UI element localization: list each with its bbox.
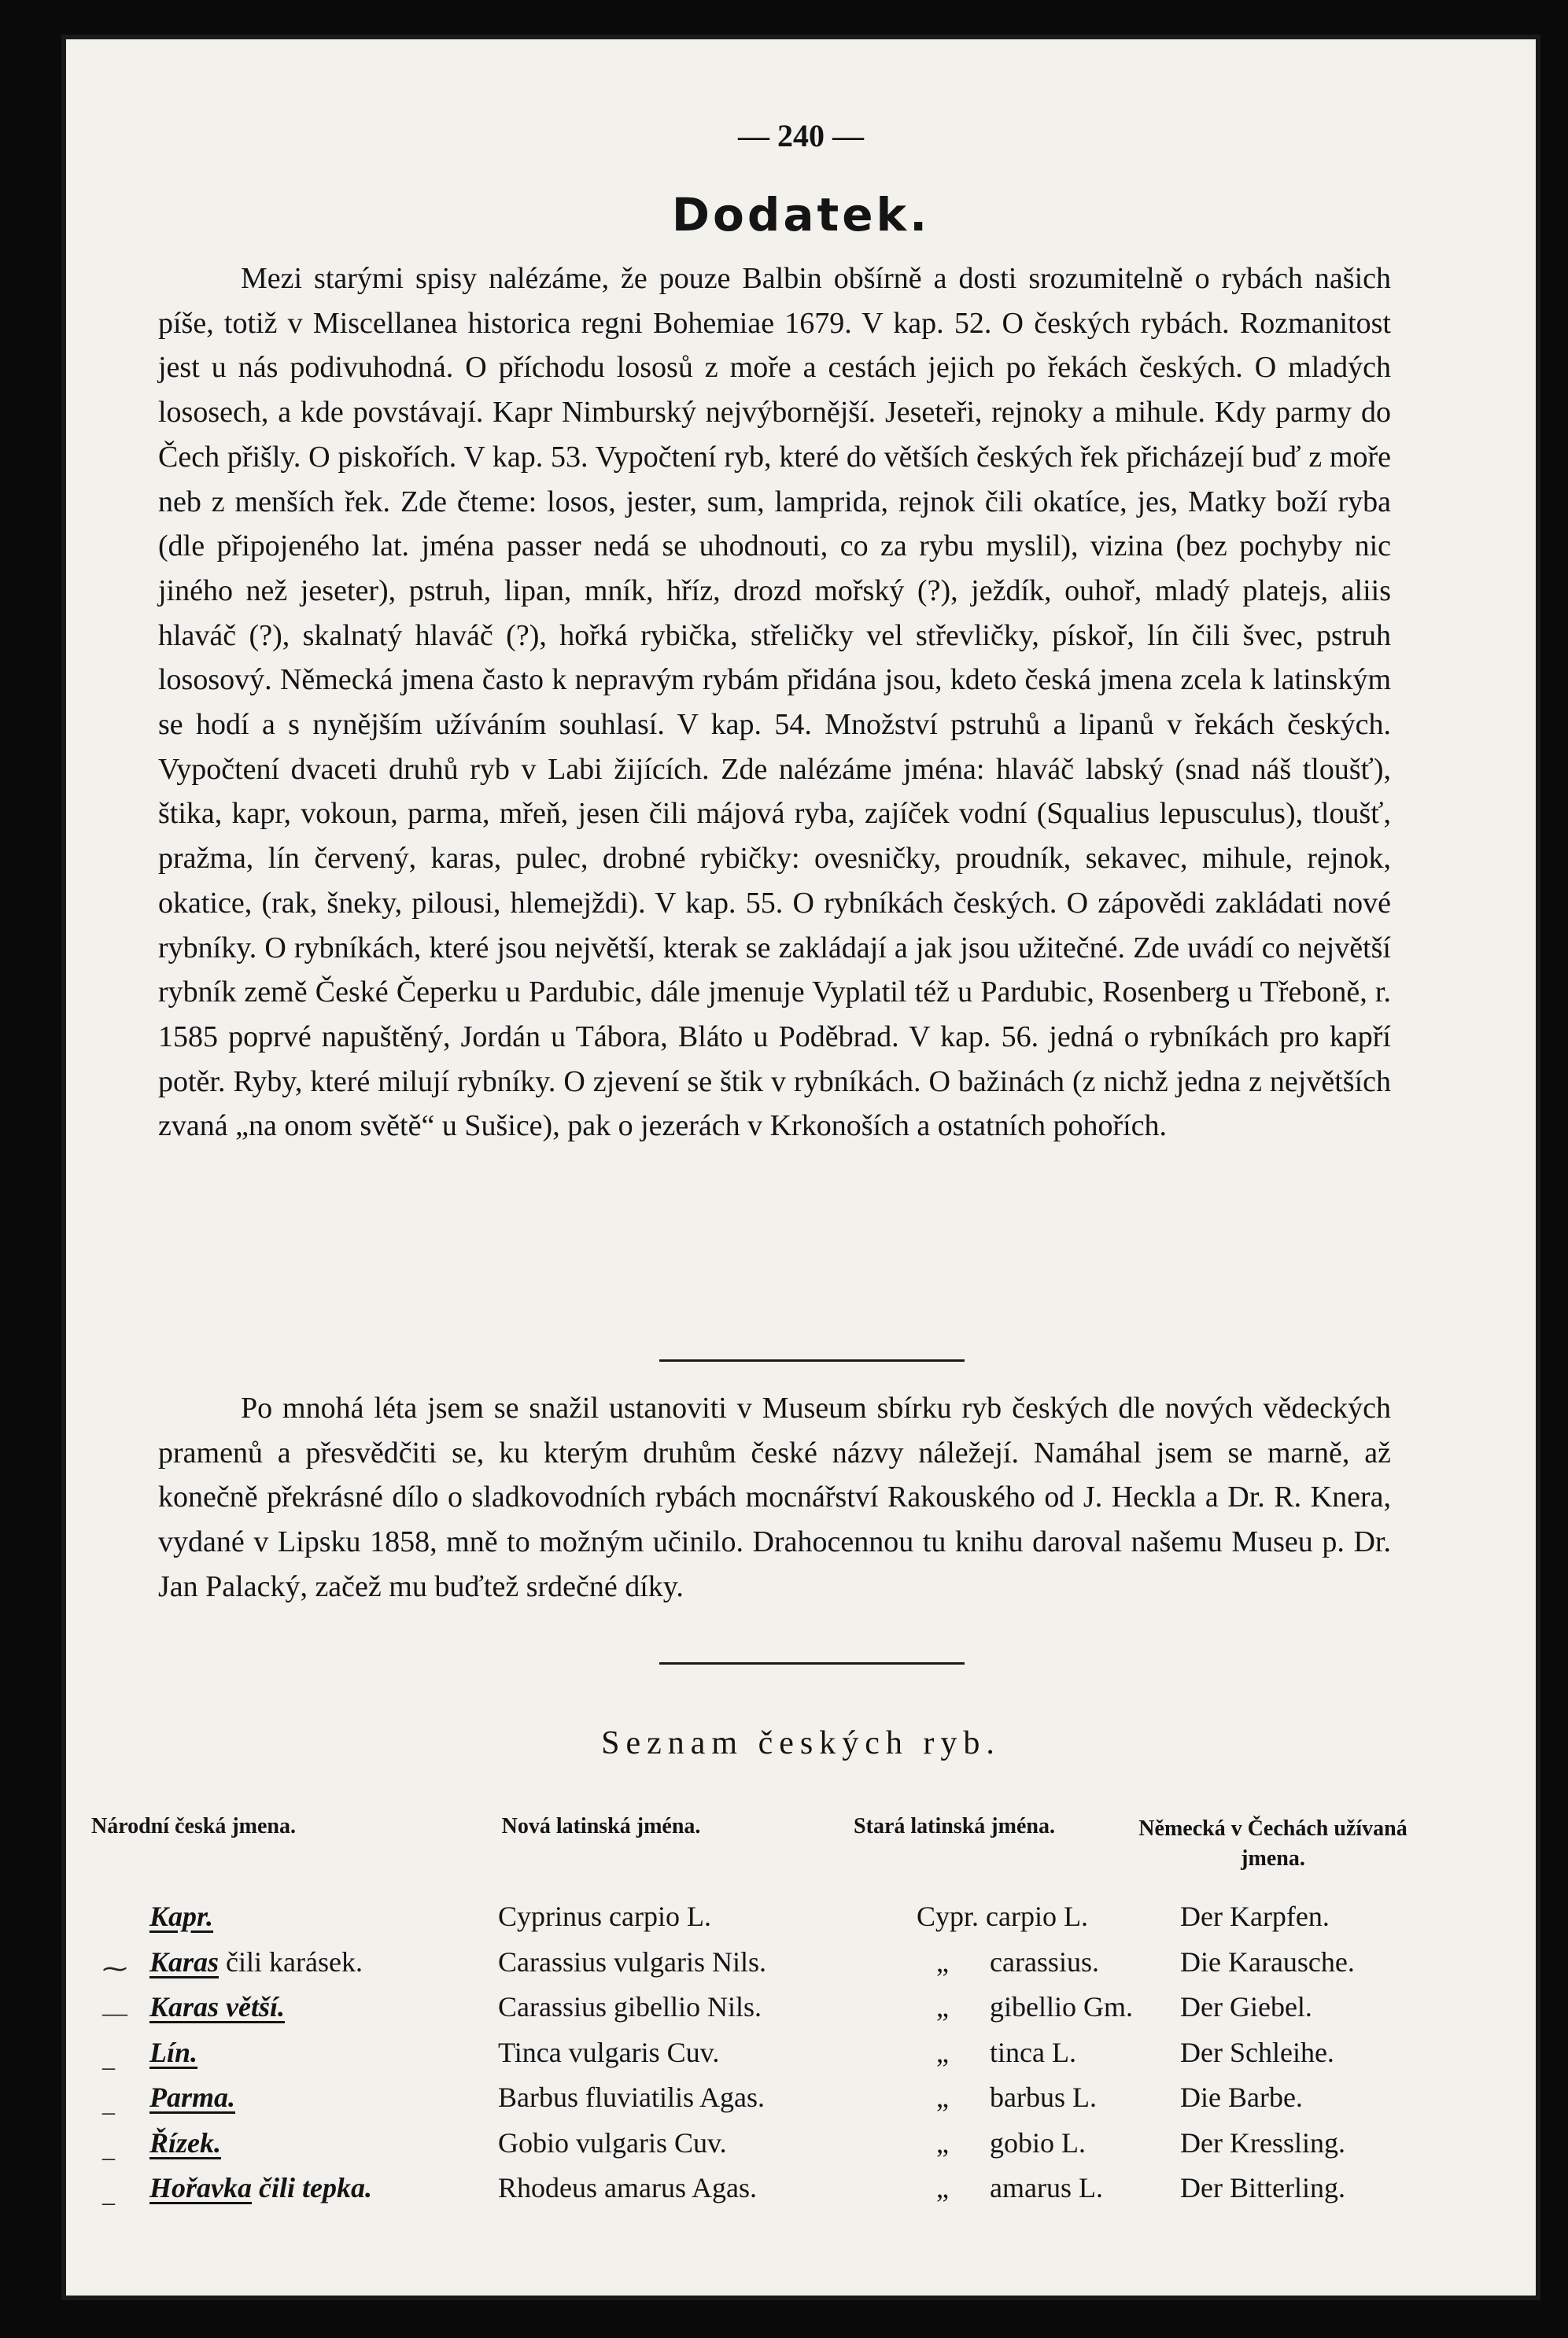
new-latin-name: Carassius vulgaris Nils. — [498, 1945, 766, 1978]
table-row — [102, 1945, 1455, 1991]
column-header-czech: Národní česká jmena. — [90, 1814, 297, 1838]
german-name: Der Schleihe. — [1180, 2036, 1334, 2068]
old-latin-name: barbus L. — [990, 2082, 1097, 2113]
page-number: — 240 — — [738, 118, 864, 153]
pencil-mark: _ — [102, 2089, 115, 2117]
ditto-mark: „ — [936, 2036, 949, 2068]
german-name: Die Karausche. — [1180, 1945, 1355, 1978]
ditto-mark: „ — [936, 1945, 949, 1978]
czech-name: Karas čili karásek. — [149, 1945, 363, 1978]
table-row — [149, 1900, 1455, 1945]
new-latin-name: Barbus fluviatilis Agas. — [498, 2082, 765, 2113]
czech-name: Karas větší. — [149, 1991, 286, 2023]
german-name: Der Karpfen. — [1180, 1901, 1330, 1932]
new-latin-name: Rhodeus amarus Agas. — [498, 2172, 757, 2203]
fish-table — [102, 1900, 1455, 2217]
old-latin-name: Cypr. carpio L. — [917, 1901, 1088, 1932]
book-page — [61, 35, 1540, 2300]
divider-rule — [659, 1359, 965, 1362]
ditto-mark: „ — [936, 2082, 949, 2113]
table-row — [102, 2171, 1455, 2217]
old-latin-name: gobio L. — [990, 2126, 1086, 2159]
czech-name: Hořavka čili tepka. — [149, 2172, 372, 2203]
section-heading: Dodatek. — [671, 188, 931, 242]
table-row — [102, 2081, 1455, 2126]
table-row — [102, 2036, 1455, 2082]
czech-name: Kapr. — [149, 1901, 214, 1932]
table-row — [102, 1990, 1455, 2036]
new-latin-name: Cyprinus carpio L. — [498, 1901, 711, 1932]
czech-name: Lín. — [149, 2036, 198, 2068]
table-row — [102, 2126, 1455, 2172]
pencil-mark: _ — [102, 2133, 115, 2163]
ditto-mark: „ — [936, 2126, 949, 2159]
ditto-mark: „ — [936, 2172, 949, 2203]
old-latin-name: gibellio Gm. — [990, 1991, 1133, 2023]
old-latin-name: tinca L. — [990, 2036, 1076, 2068]
german-name: Der Kressling. — [1180, 2126, 1345, 2159]
czech-name: Řízek. — [149, 2126, 222, 2159]
czech-name: Parma. — [149, 2082, 236, 2113]
column-header-german: Německá v Čechách užívaná jmena. — [1138, 1816, 1408, 1871]
old-latin-name: carassius. — [990, 1945, 1099, 1978]
column-header-new-latin: Nová latinská jména. — [501, 1814, 701, 1838]
ditto-mark: „ — [936, 1991, 949, 2023]
german-name: Der Bitterling. — [1180, 2172, 1345, 2203]
german-name: Die Barbe. — [1180, 2082, 1303, 2113]
new-latin-name: Tinca vulgaris Cuv. — [498, 2036, 720, 2068]
pencil-mark: ⁓ — [102, 1953, 127, 1982]
pencil-mark: _ — [102, 2179, 115, 2207]
paragraph-museum: Po mnohá léta jsem se snažil ustanoviti v Museum sbírku ryb českých dle nových vědeckých pramenů a přesvědčiti se, ku kterým druhům české názvy náležejí. Namáhal jsem se marně, až konečně překrásné dílo o sladkovodních rybách mocnářství Rakouského od J. Heckla a Dr. R. Knera, vydané v Lipsku 1858, mně to možným učinilo. Drahocennou tu knihu daroval našemu Museu p. Dr. Jan Palacký, začež mu buďtež srdečné díky. — [158, 1392, 1391, 1603]
new-latin-name: Carassius gibellio Nils. — [498, 1991, 762, 2023]
column-header-old-latin: Stará latinská jména. — [854, 1814, 1055, 1838]
list-title: Seznam českých ryb. — [601, 1725, 1001, 1761]
old-latin-name: amarus L. — [990, 2172, 1103, 2203]
new-latin-name: Gobio vulgaris Cuv. — [498, 2126, 727, 2159]
german-name: Der Giebel. — [1180, 1991, 1312, 2023]
paragraph-balbin: Mezi starými spisy nalézáme, že pouze Balbin obšírně a dosti srozumitelně o rybách našich píše, totiž v Miscellanea historica regni Bohemiae 1679. V kap. 52. O českých rybách. Rozmanitost jest u nás podivuhodná. O příchodu lososů z moře a cestách jejich po řekách českých. O mladých lososech, a kde povstávají. Kapr Nimburský nejvýbornější. Jeseteři, rejnoky a mihule. Kdy parmy do Čech přišly. O piskořích. V kap. 53. Vypočtení ryb, které do větších českých řek přicházejí buď z moře neb z menších řek. Zde čteme: losos, jester, sum, lamprida, rejnok čili okatíce, jes, Matky boží ryba (dle připojeného lat. jména passer nedá se uhodnouti, co za rybu myslil), vizina (bez pochyby nic jiného než jeseter), pstruh, lipan, mník, hříz, drozd mořský (?), ježdík, ouhoř, mladý platejs, aliis hlaváč (?), skalnatý hlaváč (?), hořká rybička, střeličky vel střevličky, pískoř, lín čili švec, pstruh lososový. Německá jmena často k nepravým rybám přidána jsou, kdeto česká jmena zcela k latinským se hodí a s nynějším užíváním souhlasí. V kap. 54. Množství pstruhů a lipanů v řekách českých. Vypočtení dvaceti druhů ryb v Labi žijících. Zde nalézáme jména: hlaváč labský (snad náš tloušť), štika, kapr, vokoun, parma, mřeň, jesen čili májová ryba, zajíček vodní (Squalius lepusculus), tloušť, pražma, lín červený, karas, pulec, drobné rybičky: ovesničky, proudník, sekavec, mihule, rejnok, okatice, (rak, šneky, pilousi, hlemejždi). V kap. 55. O rybníkách českých. O zápovědi zakládati nové rybníky. O rybníkách, které jsou největší, kterak se zakládají a jak jsou užitečné. Zde uvádí co největší rybník země České Čeperku u Pardubic, dále jmenuje Vyplatil též u Pardubic, Rosenberg u Třeboně, r. 1585 poprvé napuštěný, Jordán u Tábora, Bláto u Poděbrad. V kap. 56. jedná o rybníkách pro kapří potěr. Ryby, které milují rybníky. O zjevení se štik v rybníkách. O bažinách (z nichž jedna z největších zvaná „na onom světě“ u Sušice), pak o jezerách v Krkonoších a ostatních pohořích. — [158, 262, 1391, 1143]
pencil-mark: — — [102, 1998, 127, 2026]
divider-rule — [659, 1662, 965, 1665]
pencil-mark: _ — [102, 2043, 115, 2072]
